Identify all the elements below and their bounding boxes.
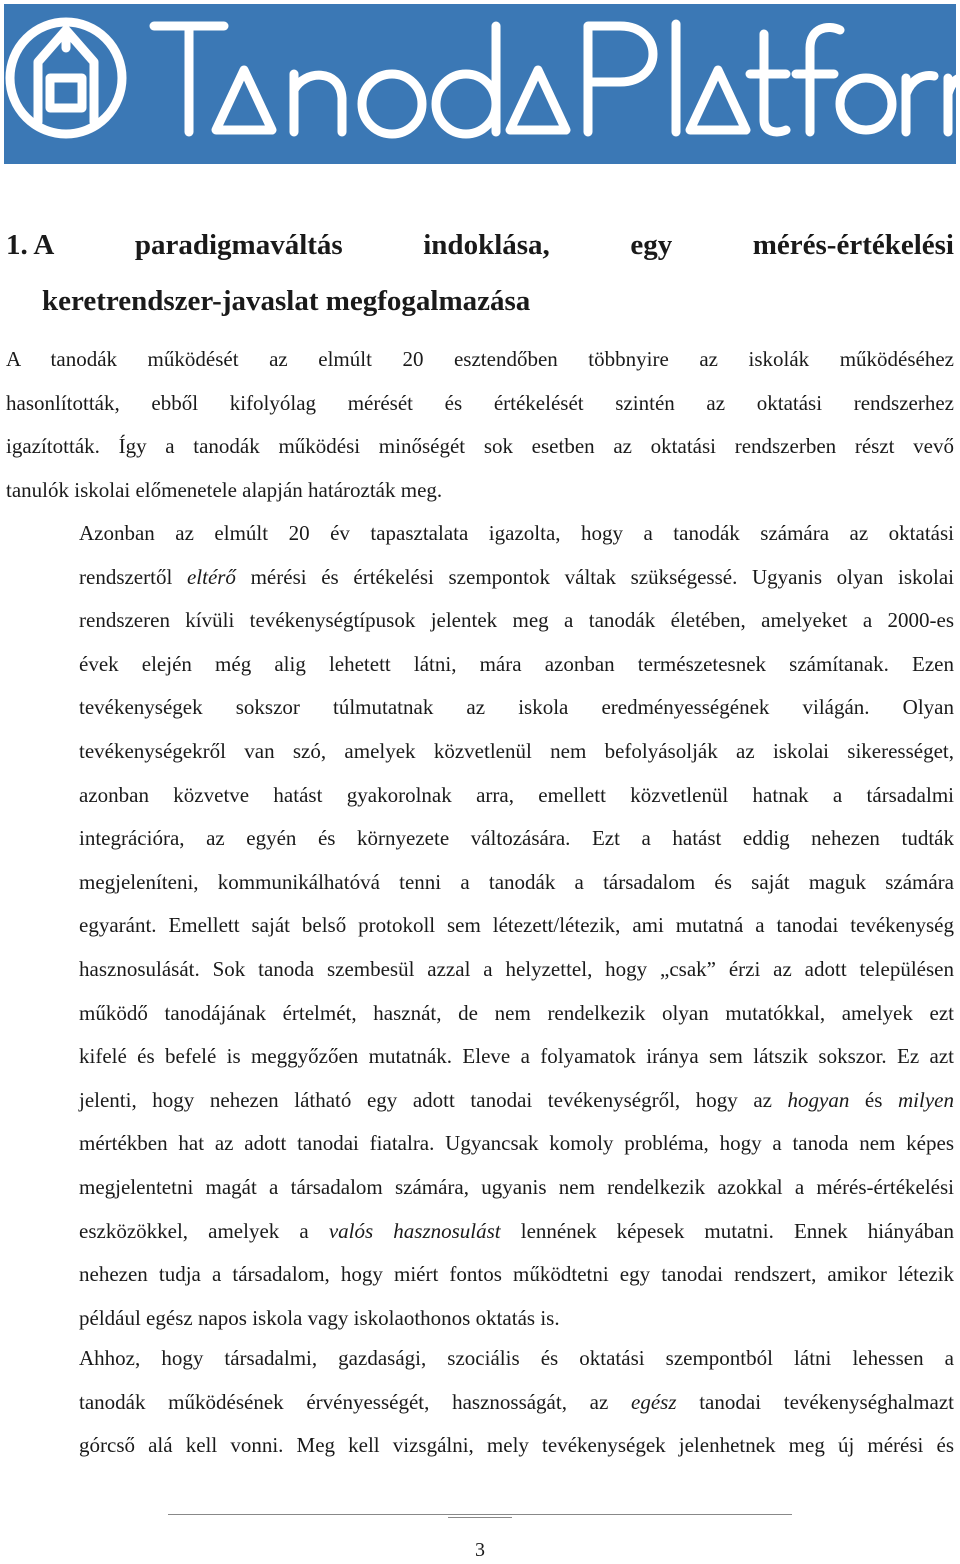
text-run: mérési és értékelési szempontok váltak szükségessé. Ugyanis olyan iskolai — [235, 564, 954, 589]
text-run: tanodai tevékenységhalmazt — [676, 1389, 954, 1414]
paragraph-1 — [6, 338, 954, 512]
text-line: tanulók iskolai előmenetele alapján határozták meg. — [6, 477, 443, 502]
text-line: például egész napos iskola vagy iskolaothonos oktatás is. — [79, 1305, 560, 1330]
text-line: mértékben hat az adott tanodai fiatalra. Ugyancsak komoly probléma, hogy a tanoda nem képes — [79, 1131, 954, 1156]
section-heading-line1 — [6, 217, 954, 273]
heading-word: indoklása, — [423, 229, 550, 261]
footer-divider — [168, 1514, 792, 1515]
emphasis: eltérő — [186, 564, 236, 589]
emphasis: egész — [631, 1389, 677, 1414]
text-line: rendszeren kívüli tevékenységtípusok jelentek meg a tanodák életében, amelyeket a 2000-es — [79, 608, 954, 633]
text-line — [6, 1079, 954, 1123]
heading-word: egy — [630, 229, 673, 261]
text-line: tevékenységek sokszor túlmutatnak az iskola eredményességének világán. Olyan — [79, 695, 954, 720]
paragraph-3 — [6, 1337, 954, 1468]
text-line: integrációra, az egyén és környezete változására. Ezt a hatást eddig nehezen tudták — [79, 826, 954, 851]
text-run: tanodák működésének érvényességét, hasznosságát, az — [79, 1389, 632, 1414]
tanodaplatform-logo — [4, 4, 956, 164]
text-run: jelenti, hogy nehezen látható egy adott tanodai tevékenységről, hogy az — [79, 1087, 788, 1112]
text-run: és — [849, 1087, 899, 1112]
emphasis: hogyan — [787, 1087, 850, 1112]
text-line — [6, 556, 954, 600]
text-line: működő tanodájának értelmét, hasznát, de nem rendelkezik olyan mutatókkal, amelyek ezt — [79, 1000, 954, 1025]
text-line: górcső alá kell vonni. Meg kell vizsgálni, mely tevékenységek jelenhetnek meg új mérési és — [79, 1433, 954, 1458]
heading-word: 1. A — [6, 229, 55, 261]
text-line: Ahhoz, hogy társadalmi, gazdasági, szociális és oktatási szempontból látni lehessen a — [79, 1346, 954, 1370]
heading-word: paradigmaváltás — [134, 229, 343, 261]
text-line: megjeleníteni, kommunikálhatóvá tenni a tanodák a társadalom és saját maguk számára — [79, 869, 954, 894]
section-heading-line2: keretrendszer-javaslat megfogalmazása — [42, 285, 531, 317]
text-line: azonban közvetve hatást gyakorolnak arra, emellett közvetlenül hatnak a társadalmi — [79, 782, 954, 807]
text-line: kifelé és befelé is meggyőzően mutatnák. Eleve a folyamatok iránya sem látszik sokszor. Ez azt — [79, 1044, 954, 1069]
footer-divider-accent — [448, 1517, 512, 1518]
text-line: nehezen tudja a társadalom, hogy miért fontos működtetni egy tanodai rendszert, amikor létezik — [79, 1262, 954, 1287]
text-line — [6, 1210, 954, 1254]
paragraph-2 — [6, 512, 954, 1340]
emphasis: valós hasznosulást — [328, 1218, 501, 1243]
text-run: rendszertől — [79, 564, 187, 589]
text-line: igazították. Így a tanodák működési minőségét sok esetben az oktatási rendszerben részt vevő — [6, 434, 954, 459]
text-run: eszközökkel, amelyek a — [79, 1218, 329, 1243]
text-line: hasonlították, ebből kifolyólag mérését és értékelését szintén az oktatási rendszerhez — [6, 390, 954, 415]
text-line: Azonban az elmúlt 20 év tapasztalata igazolta, hogy a tanodák számára az oktatási — [79, 521, 954, 545]
text-line: hasznosulását. Sok tanoda szembesül azzal a helyzettel, hogy „csak” érzi az adott településen — [79, 956, 954, 981]
text-run: lennének képesek mutatni. Ennek hiányában — [500, 1218, 955, 1243]
text-line: megjelentetni magát a társadalom számára, ugyanis nem rendelkezik azokkal a mérés-értékelési — [79, 1174, 954, 1199]
text-line: A tanodák működését az elmúlt 20 esztendőben többnyire az iskolák működéséhez — [6, 347, 954, 371]
text-line: egyaránt. Emellett saját belső protokoll sem létezett/létezik, ami mutatná a tanodai tevékenység — [79, 913, 954, 938]
text-line: évek elején még alig lehetett látni, mára azonban természetesnek számítanak. Ezen — [79, 651, 954, 676]
page-number: 3 — [475, 1539, 485, 1561]
text-line — [6, 1381, 954, 1425]
text-line: tevékenységekről van szó, amelyek közvetlenül nem befolyásolják az iskolai sikerességet, — [79, 738, 954, 763]
heading-word: mérés-értékelési — [752, 229, 954, 261]
emphasis: milyen — [898, 1087, 954, 1112]
tanodaplatform-banner — [4, 4, 956, 164]
